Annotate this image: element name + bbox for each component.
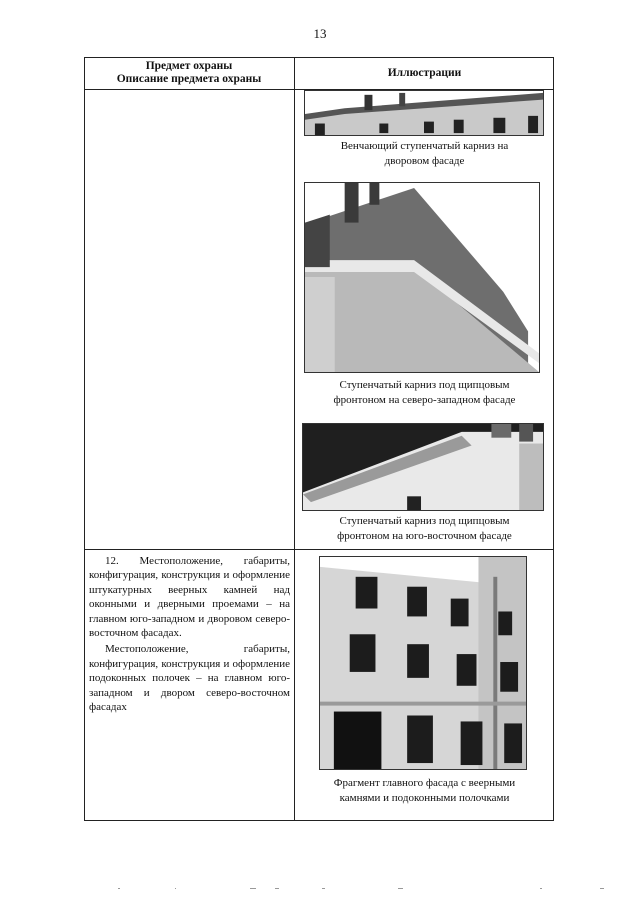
caption-main-facade: Фрагмент главного фасада с веерными камнями и подоконными полочками	[333, 777, 516, 804]
scan-noise	[0, 886, 640, 892]
header-illustrations: Иллюстрации	[387, 66, 462, 79]
header-subject	[84, 57, 294, 89]
header-subject-title: Предмет охраны	[145, 60, 233, 72]
page-number: 13	[313, 26, 327, 41]
caption-northwest-gable: Ступенчатый карниз под щипцовым фронтоном на северо-западном фасаде	[333, 379, 516, 406]
caption-courtyard-cornice: Венчающий ступенчатый карниз на дворовом фасаде	[340, 140, 509, 167]
photo-main-facade	[319, 556, 527, 770]
item-12-description	[89, 554, 290, 714]
table-row-divider	[84, 549, 554, 550]
photo-southeast-gable	[302, 423, 544, 511]
caption-southeast-gable: Ступенчатый карниз под щипцовым фронтоном на юго-восточном фасаде	[337, 515, 512, 542]
table-column-divider	[294, 57, 295, 821]
photo-northwest-gable	[304, 182, 540, 373]
header-subject-description: Описание предмета охраны	[116, 73, 262, 85]
item-12-paragraph-fan-stones: 12. Местоположение, габариты, конфигурация, конструкция и оформление штукатурных веерных камней над оконными и дверными проемами – на главном юго-западном и дворовом северо-восточном фасадах.	[89, 555, 290, 640]
photo-courtyard-cornice	[304, 90, 544, 136]
item-12-paragraph-window-sills: Местоположение, габариты, конфигурация, конструкция и оформление подоконных полочек – на главном юго-западном и двором северо-восточном фасадах	[89, 643, 290, 714]
